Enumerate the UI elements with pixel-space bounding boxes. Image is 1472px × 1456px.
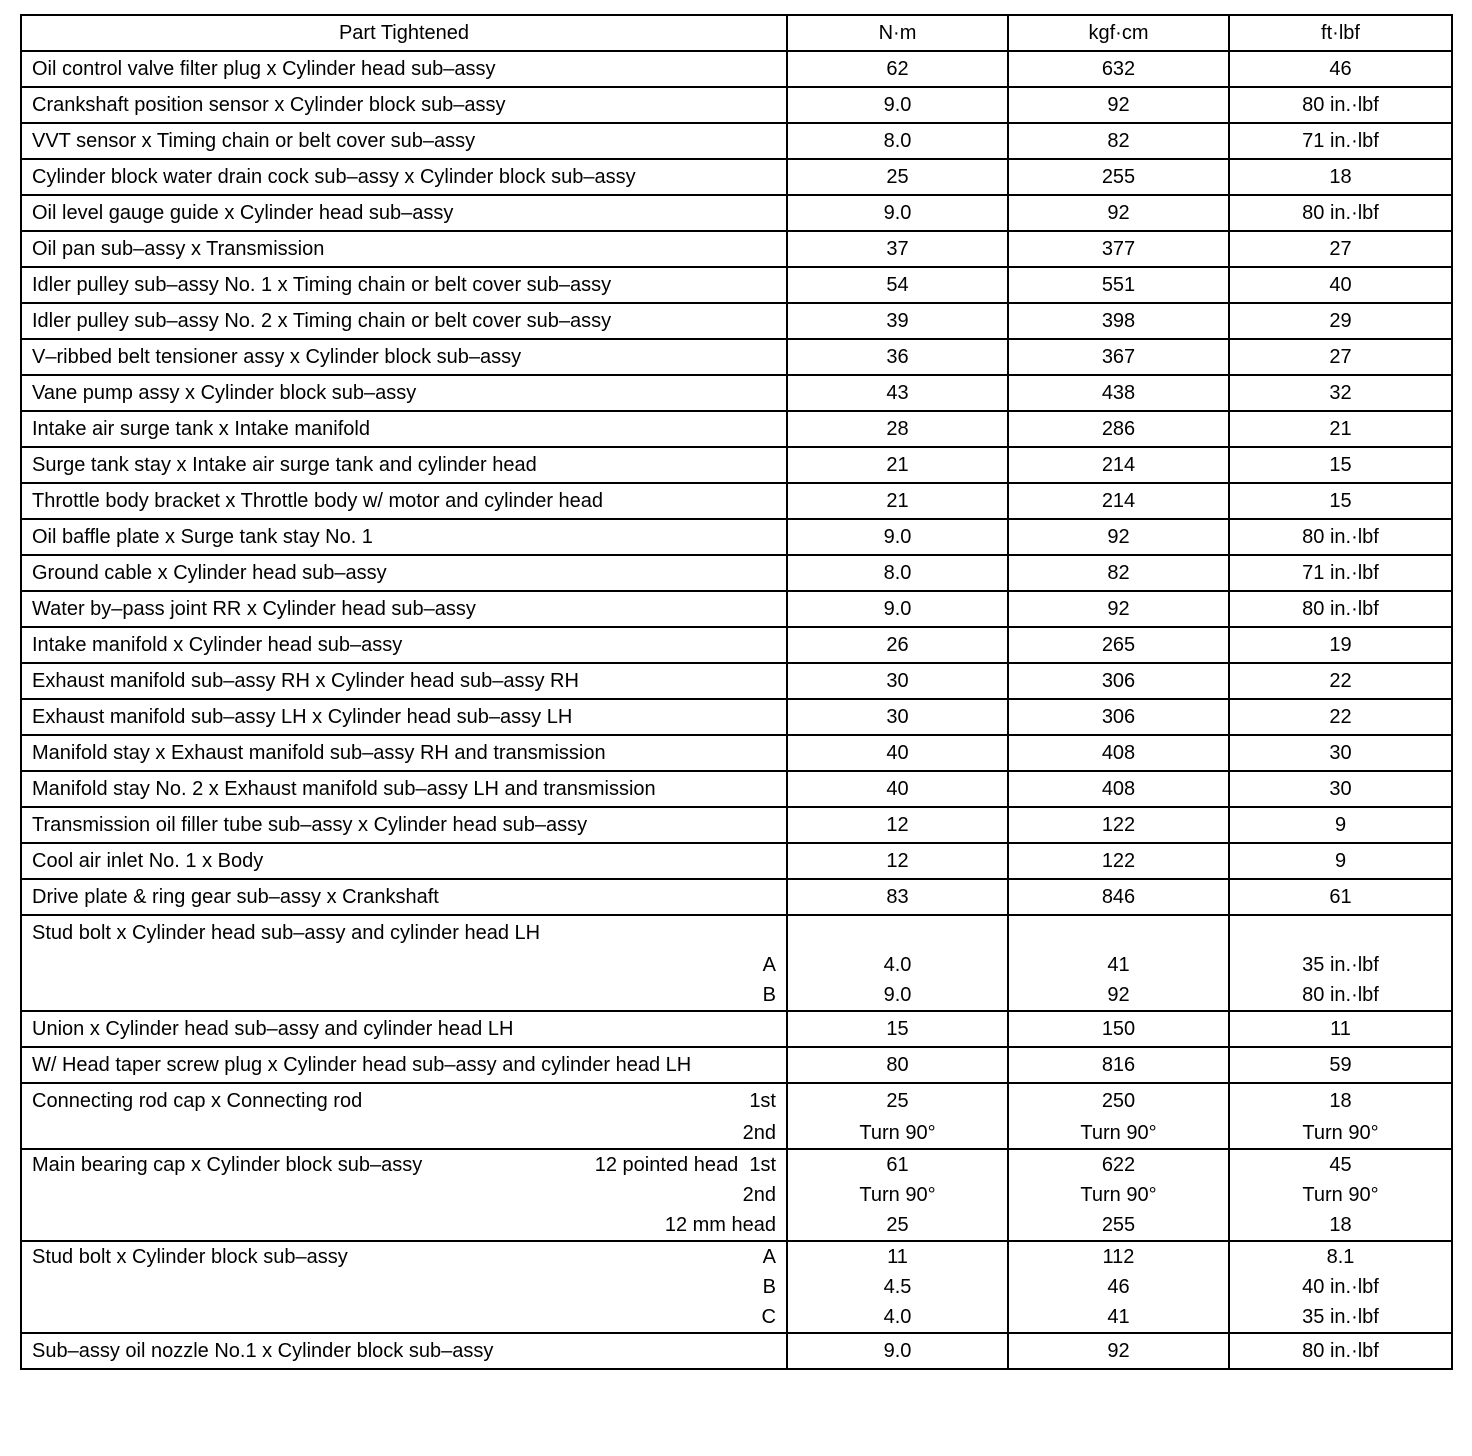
part-cell: Manifold stay No. 2 x Exhaust manifold sub–assy LH and transmission: [21, 771, 787, 807]
table-row-multi: [21, 915, 1452, 1011]
ft-cell: 71 in.·lbf: [1229, 555, 1452, 591]
nm-cell: 12: [787, 843, 1008, 879]
kgf-cell: [1008, 1083, 1229, 1149]
table-row: [21, 159, 1452, 195]
ft-cell: [1229, 1083, 1452, 1149]
kgf-cell: 92: [1008, 87, 1229, 123]
nm-cell: 8.0: [787, 555, 1008, 591]
nm-cell: 26: [787, 627, 1008, 663]
nm-cell: 9.0: [787, 1333, 1008, 1369]
table-row: [21, 519, 1452, 555]
sub-label: 2nd: [742, 1122, 776, 1144]
nm-cell: 8.0: [787, 123, 1008, 159]
part-cell: Union x Cylinder head sub–assy and cylinder head LH: [21, 1011, 787, 1047]
ft-value: Turn 90°: [1302, 1122, 1379, 1144]
nm-cell: 9.0: [787, 591, 1008, 627]
nm-cell: 37: [787, 231, 1008, 267]
nm-cell: 9.0: [787, 87, 1008, 123]
table-row: [21, 267, 1452, 303]
part-name: Connecting rod cap x Connecting rod: [32, 1090, 363, 1112]
table-row: [21, 51, 1452, 87]
kgf-cell: 551: [1008, 267, 1229, 303]
table-row: [21, 303, 1452, 339]
part-cell: Oil pan sub–assy x Transmission: [21, 231, 787, 267]
part-cell: Idler pulley sub–assy No. 2 x Timing chain or belt cover sub–assy: [21, 303, 787, 339]
torque-spec-table: [20, 14, 1453, 1370]
header-row: [21, 15, 1452, 51]
sub-label: C: [761, 1306, 776, 1328]
ft-value: 18: [1329, 1090, 1352, 1112]
table-row: [21, 843, 1452, 879]
ft-value: 45: [1329, 1154, 1352, 1176]
ft-cell: 9: [1229, 807, 1452, 843]
table-row: [21, 1011, 1452, 1047]
kgf-cell: 82: [1008, 123, 1229, 159]
part-cell: [21, 1241, 787, 1333]
table-row: [21, 195, 1452, 231]
part-cell: Drive plate & ring gear sub–assy x Crankshaft: [21, 879, 787, 915]
ft-cell: 80 in.·lbf: [1229, 87, 1452, 123]
table-row: [21, 123, 1452, 159]
nm-cell: 12: [787, 807, 1008, 843]
part-cell: Water by–pass joint RR x Cylinder head sub–assy: [21, 591, 787, 627]
nm-value: Turn 90°: [859, 1184, 936, 1206]
nm-value: 4.0: [883, 1306, 912, 1328]
kgf-cell: 367: [1008, 339, 1229, 375]
part-cell: Surge tank stay x Intake air surge tank and cylinder head: [21, 447, 787, 483]
nm-cell: 62: [787, 51, 1008, 87]
table-row: [21, 555, 1452, 591]
kgf-cell: 408: [1008, 735, 1229, 771]
part-cell: [21, 915, 787, 1011]
table-row: [21, 699, 1452, 735]
part-cell: [21, 1083, 787, 1149]
ft-cell: 71 in.·lbf: [1229, 123, 1452, 159]
ft-cell: 15: [1229, 447, 1452, 483]
ft-cell: 27: [1229, 231, 1452, 267]
nm-cell: [787, 1083, 1008, 1149]
table-row: [21, 375, 1452, 411]
col-header-part: Part Tightened: [21, 15, 787, 51]
nm-value: Turn 90°: [859, 1122, 936, 1144]
kgf-cell: 122: [1008, 843, 1229, 879]
kgf-value: Turn 90°: [1080, 1122, 1157, 1144]
ft-cell: 59: [1229, 1047, 1452, 1083]
part-cell: Exhaust manifold sub–assy RH x Cylinder head sub–assy RH: [21, 663, 787, 699]
kgf-cell: 92: [1008, 195, 1229, 231]
part-cell: Cool air inlet No. 1 x Body: [21, 843, 787, 879]
part-cell: Oil control valve filter plug x Cylinder head sub–assy: [21, 51, 787, 87]
part-name: Stud bolt x Cylinder head sub–assy and cylinder head LH: [32, 922, 541, 944]
nm-value: 4.0: [883, 954, 912, 976]
col-header-kgf: kgf·cm: [1008, 15, 1229, 51]
part-cell: VVT sensor x Timing chain or belt cover sub–assy: [21, 123, 787, 159]
nm-value: 61: [886, 1154, 909, 1176]
ft-cell: 9: [1229, 843, 1452, 879]
col-header-nm: N·m: [787, 15, 1008, 51]
ft-value: 80 in.·lbf: [1302, 984, 1379, 1006]
part-cell: Transmission oil filler tube sub–assy x Cylinder head sub–assy: [21, 807, 787, 843]
ft-cell: 30: [1229, 735, 1452, 771]
nm-cell: [787, 915, 1008, 1011]
sub-label: 2nd: [742, 1184, 776, 1206]
table-row: [21, 87, 1452, 123]
ft-cell: 80 in.·lbf: [1229, 591, 1452, 627]
ft-cell: 61: [1229, 879, 1452, 915]
part-name: Main bearing cap x Cylinder block sub–assy: [32, 1154, 423, 1176]
sub-label: A: [762, 1246, 776, 1268]
sub-label: A: [762, 954, 776, 976]
ft-cell: 80 in.·lbf: [1229, 519, 1452, 555]
kgf-cell: 122: [1008, 807, 1229, 843]
kgf-cell: 82: [1008, 555, 1229, 591]
ft-cell: 27: [1229, 339, 1452, 375]
nm-cell: 30: [787, 699, 1008, 735]
kgf-value: 92: [1107, 984, 1130, 1006]
ft-cell: 46: [1229, 51, 1452, 87]
part-name: Stud bolt x Cylinder block sub–assy: [32, 1246, 348, 1268]
nm-cell: 30: [787, 663, 1008, 699]
nm-cell: 40: [787, 735, 1008, 771]
ft-cell: 21: [1229, 411, 1452, 447]
ft-cell: 40: [1229, 267, 1452, 303]
nm-value: 4.5: [883, 1276, 912, 1298]
ft-cell: 80 in.·lbf: [1229, 1333, 1452, 1369]
kgf-cell: 846: [1008, 879, 1229, 915]
kgf-cell: 286: [1008, 411, 1229, 447]
part-cell: Idler pulley sub–assy No. 1 x Timing chain or belt cover sub–assy: [21, 267, 787, 303]
table-row-multi: [21, 1083, 1452, 1149]
kgf-cell: 92: [1008, 591, 1229, 627]
part-cell: Crankshaft position sensor x Cylinder block sub–assy: [21, 87, 787, 123]
nm-value: 11: [887, 1246, 908, 1268]
kgf-cell: 92: [1008, 1333, 1229, 1369]
kgf-cell: 214: [1008, 483, 1229, 519]
sub-label: B: [762, 1276, 776, 1298]
part-cell: Ground cable x Cylinder head sub–assy: [21, 555, 787, 591]
table-row: [21, 627, 1452, 663]
nm-cell: [787, 1149, 1008, 1241]
table-row: [21, 1333, 1452, 1369]
kgf-cell: 150: [1008, 1011, 1229, 1047]
ft-cell: 32: [1229, 375, 1452, 411]
table-row: [21, 231, 1452, 267]
ft-cell: [1229, 915, 1452, 1011]
nm-cell: 28: [787, 411, 1008, 447]
nm-cell: [787, 1241, 1008, 1333]
table-row-multi: [21, 1149, 1452, 1241]
nm-cell: 9.0: [787, 195, 1008, 231]
ft-cell: [1229, 1149, 1452, 1241]
kgf-cell: 306: [1008, 663, 1229, 699]
ft-cell: 19: [1229, 627, 1452, 663]
part-cell: Throttle body bracket x Throttle body w/ motor and cylinder head: [21, 483, 787, 519]
kgf-value: 112: [1102, 1246, 1135, 1268]
kgf-cell: 214: [1008, 447, 1229, 483]
kgf-cell: [1008, 1241, 1229, 1333]
ft-value: 8.1: [1326, 1246, 1355, 1268]
kgf-cell: 398: [1008, 303, 1229, 339]
table-row: [21, 447, 1452, 483]
ft-value: 40 in.·lbf: [1302, 1276, 1379, 1298]
ft-value: 35 in.·lbf: [1302, 954, 1379, 976]
nm-value: 25: [886, 1090, 909, 1112]
kgf-cell: 306: [1008, 699, 1229, 735]
table-row: [21, 771, 1452, 807]
ft-value: 35 in.·lbf: [1302, 1306, 1379, 1328]
nm-cell: 80: [787, 1047, 1008, 1083]
kgf-cell: [1008, 915, 1229, 1011]
nm-cell: 21: [787, 447, 1008, 483]
nm-cell: 9.0: [787, 519, 1008, 555]
table-row: [21, 591, 1452, 627]
part-cell: Vane pump assy x Cylinder block sub–assy: [21, 375, 787, 411]
nm-value: 9.0: [883, 984, 912, 1006]
part-cell: Sub–assy oil nozzle No.1 x Cylinder block sub–assy: [21, 1333, 787, 1369]
part-cell: Intake air surge tank x Intake manifold: [21, 411, 787, 447]
part-cell: [21, 1149, 787, 1241]
ft-cell: 30: [1229, 771, 1452, 807]
nm-cell: 54: [787, 267, 1008, 303]
sub-label: B: [762, 984, 776, 1006]
ft-cell: 18: [1229, 159, 1452, 195]
col-header-ft: ft·lbf: [1229, 15, 1452, 51]
kgf-value: 41: [1107, 1306, 1130, 1328]
part-cell: Oil level gauge guide x Cylinder head sub–assy: [21, 195, 787, 231]
kgf-cell: [1008, 1149, 1229, 1241]
table-row-multi: [21, 1241, 1452, 1333]
part-cell: Oil baffle plate x Surge tank stay No. 1: [21, 519, 787, 555]
sub-label: 12 mm head: [664, 1214, 776, 1236]
ft-cell: 22: [1229, 663, 1452, 699]
kgf-cell: 816: [1008, 1047, 1229, 1083]
kgf-cell: 408: [1008, 771, 1229, 807]
ft-value: Turn 90°: [1302, 1184, 1379, 1206]
nm-value: 25: [886, 1214, 909, 1236]
kgf-cell: 377: [1008, 231, 1229, 267]
ft-cell: [1229, 1241, 1452, 1333]
part-cell: Exhaust manifold sub–assy LH x Cylinder head sub–assy LH: [21, 699, 787, 735]
ft-cell: 80 in.·lbf: [1229, 195, 1452, 231]
ft-cell: 29: [1229, 303, 1452, 339]
sub-label: 12 pointed head 1st: [594, 1154, 776, 1176]
part-cell: V–ribbed belt tensioner assy x Cylinder block sub–assy: [21, 339, 787, 375]
table-row: [21, 807, 1452, 843]
nm-cell: 39: [787, 303, 1008, 339]
table-row: [21, 339, 1452, 375]
ft-cell: 15: [1229, 483, 1452, 519]
ft-cell: 11: [1229, 1011, 1452, 1047]
kgf-cell: 438: [1008, 375, 1229, 411]
table-row: [21, 879, 1452, 915]
table-row: [21, 735, 1452, 771]
nm-cell: 21: [787, 483, 1008, 519]
kgf-value: 255: [1101, 1214, 1136, 1236]
kgf-cell: 632: [1008, 51, 1229, 87]
part-cell: Cylinder block water drain cock sub–assy x Cylinder block sub–assy: [21, 159, 787, 195]
kgf-value: 250: [1101, 1090, 1136, 1112]
kgf-value: 41: [1107, 954, 1130, 976]
table-row: [21, 411, 1452, 447]
nm-cell: 40: [787, 771, 1008, 807]
nm-cell: 83: [787, 879, 1008, 915]
part-cell: Manifold stay x Exhaust manifold sub–assy RH and transmission: [21, 735, 787, 771]
nm-cell: 36: [787, 339, 1008, 375]
table-row: [21, 663, 1452, 699]
ft-cell: 22: [1229, 699, 1452, 735]
nm-cell: 43: [787, 375, 1008, 411]
kgf-value: Turn 90°: [1080, 1184, 1157, 1206]
part-cell: Intake manifold x Cylinder head sub–assy: [21, 627, 787, 663]
kgf-value: 46: [1107, 1276, 1130, 1298]
part-cell: W/ Head taper screw plug x Cylinder head sub–assy and cylinder head LH: [21, 1047, 787, 1083]
table-row: [21, 483, 1452, 519]
kgf-cell: 265: [1008, 627, 1229, 663]
sub-label: 1st: [749, 1090, 776, 1112]
kgf-cell: 255: [1008, 159, 1229, 195]
kgf-cell: 92: [1008, 519, 1229, 555]
table-row: [21, 1047, 1452, 1083]
kgf-value: 622: [1101, 1154, 1136, 1176]
nm-cell: 25: [787, 159, 1008, 195]
ft-value: 18: [1329, 1214, 1352, 1236]
nm-cell: 15: [787, 1011, 1008, 1047]
